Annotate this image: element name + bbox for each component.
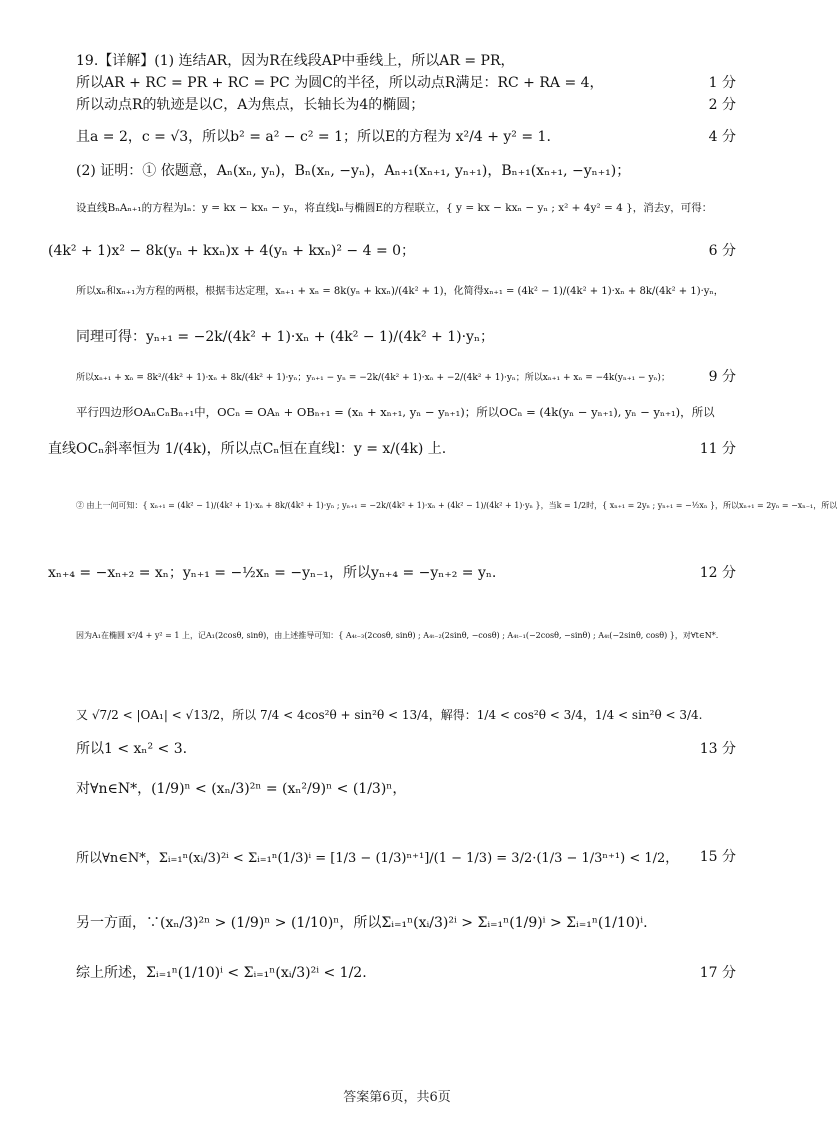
text-line: 又 √7/2 < |OA₁| < √13/2，所以 7/4 < 4cos²θ + sin²θ < 13/4，解得：1/4 < cos²θ < 3/4，1/4 < sin²θ < 3/4. [76, 708, 703, 722]
text-line: 因为A₁在椭圆 x²/4 + y² = 1 上，记A₁(2cosθ, sinθ)，由上述推导可知：{ A₄ₜ₋₃(2cosθ, sinθ) ; A₄ₜ₋₂(2sinθ, −cosθ) ; A₄ₜ₋₁(−2cosθ, −sinθ) ; A₄ₜ(−2sinθ, cosθ) }，对∀t∈N*. [76, 631, 719, 640]
score-label: 13 分 [699, 741, 736, 757]
text-line: 另一方面，∵(xₙ/3)²ⁿ > (1/9)ⁿ > (1/10)ⁿ，所以Σᵢ₌₁ⁿ(xᵢ/3)²ⁱ > Σᵢ₌₁ⁿ(1/9)ⁱ > Σᵢ₌₁ⁿ(1/10)ⁱ. [76, 915, 648, 931]
text-line: ② 由上一问可知：{ xₙ₊₁ = (4k² − 1)/(4k² + 1)·xₙ + 8k/(4k² + 1)·yₙ ; yₙ₊₁ = −2k/(4k² + 1)·xₙ + (4k² − 1)/(4k² + 1)·yₙ }，当k = 1/2时，{ xₙ₊₁ = 2yₙ ; yₙ₊₁ = −½xₙ }，所以xₙ₊₁ = 2yₙ = −xₙ₋₁，所以 [76, 501, 837, 510]
text-line: 对∀n∈N*，(1/9)ⁿ < (xₙ/3)²ⁿ = (xₙ²/9)ⁿ < (1/3)ⁿ， [76, 781, 407, 797]
score-label: 9 分 [708, 369, 736, 385]
score-label: 12 分 [699, 565, 736, 581]
score-label: 17 分 [699, 965, 736, 981]
text-line: 同理可得：yₙ₊₁ = −2k/(4k² + 1)·xₙ + (4k² − 1)/(4k² + 1)·yₙ； [76, 329, 494, 345]
text-line: 平行四边形OAₙCₙBₙ₊₁中，OCₙ = OAₙ + OBₙ₊₁ = (xₙ + xₙ₊₁, yₙ − yₙ₊₁)；所以OCₙ = (4k(yₙ − yₙ₊₁), yₙ − yₙ₊₁)，所以 [76, 405, 715, 419]
text-line: 综上所述，Σᵢ₌₁ⁿ(1/10)ⁱ < Σᵢ₌₁ⁿ(xᵢ/3)²ⁱ < 1/2. 17 分 [76, 962, 736, 982]
score-label: 1 分 [708, 75, 736, 91]
score-label: 15 分 [699, 849, 736, 865]
text-line: 设直线BₙAₙ₊₁的方程为lₙ：y = kx − kxₙ − yₙ，将直线lₙ与椭圆E的方程联立，{ y = kx − kxₙ − yₙ ; x² + 4y² = 4 }，消去y，可得： [76, 202, 713, 214]
score-label: 2 分 [708, 97, 736, 113]
score-label: 11 分 [699, 441, 736, 457]
text-line: 所以AR + RC = PR + RC = PC 为圆C的半径，所以动点R满足：RC + RA = 4， 1 分 [76, 72, 736, 92]
text-line: xₙ₊₄ = −xₙ₊₂ = xₙ；yₙ₊₁ = −½xₙ = −yₙ₋₁，所以yₙ₊₄ = −yₙ₊₂ = yₙ. 12 分 [48, 562, 736, 582]
text-line: (2) 证明：① 依题意，Aₙ(xₙ, yₙ)，Bₙ(xₙ, −yₙ)，Aₙ₊₁(xₙ₊₁, yₙ₊₁)，Bₙ₊₁(xₙ₊₁, −yₙ₊₁)； [76, 163, 631, 179]
text-line: 所以1 < xₙ² < 3. 13 分 [76, 738, 736, 758]
text-line: (4k² + 1)x² − 8k(yₙ + kxₙ)x + 4(yₙ + kxₙ)² − 4 = 0； 6 分 [48, 240, 736, 260]
text-line: 且a = 2，c = √3，所以b² = a² − c² = 1；所以E的方程为 x²/4 + y² = 1. 4 分 [76, 126, 736, 146]
score-label: 4 分 [708, 129, 736, 145]
text-line: 所以xₙ和xₙ₊₁为方程的两根，根据韦达定理，xₙ₊₁ + xₙ = 8k(yₙ + kxₙ)/(4k² + 1)，化简得xₙ₊₁ = (4k² − 1)/(4k² + 1)·xₙ + 8k/(4k² + 1)·yₙ， [76, 286, 724, 297]
text-line: 直线OCₙ斜率恒为 1/(4k)，所以点Cₙ恒在直线l：y = x/(4k) 上. 11 分 [48, 438, 736, 458]
text-line: 所以xₙ₊₁ + xₙ = 8k²/(4k² + 1)·xₙ + 8k/(4k² + 1)·yₙ；yₙ₊₁ − yₙ = −2k/(4k² + 1)·xₙ + −2/(4k² + 1)·yₙ；所以xₙ₊₁ + xₙ = −4k(yₙ₊₁ − yₙ)； 9 分 [76, 366, 736, 386]
text-line: 所以∀n∈N*，Σᵢ₌₁ⁿ(xᵢ/3)²ⁱ < Σᵢ₌₁ⁿ(1/3)ⁱ = [1/3 − (1/3)ⁿ⁺¹]/(1 − 1/3) = 3/2·(1/3 − 1/3ⁿ⁺¹) < 1/2， 15 分 [76, 846, 736, 866]
page-footer: 答案第6页，共6页 [343, 1090, 451, 1105]
text-line: 所以动点R的轨迹是以C，A为焦点，长轴长为4的椭圆； 2 分 [76, 94, 736, 114]
text-line: 19.【详解】(1) 连结AR，因为R在线段AP中垂线上，所以AR = PR， [76, 53, 515, 69]
score-label: 6 分 [708, 243, 736, 259]
